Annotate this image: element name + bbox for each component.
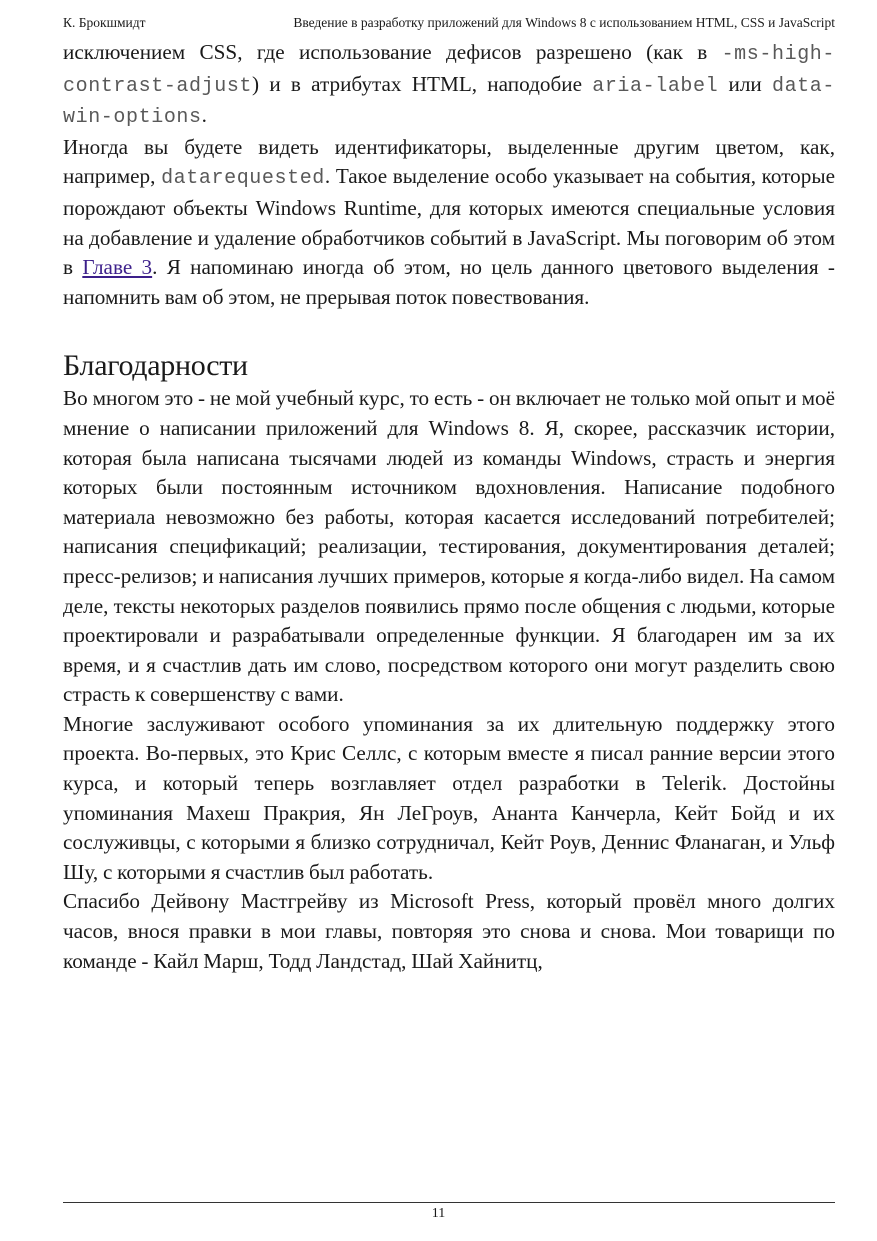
section-heading-acknowledgements: Благодарности [63, 349, 248, 383]
page-number: 11 [431, 1206, 446, 1221]
paragraph-naming-conventions [63, 38, 835, 133]
paragraph-editor-thanks: Спасибо Дейвону Мастгрейву из Microsoft Press, который провёл много долгих часов, внося правки в мои главы, повторяя это снова и снова. Мои товарищи по команде - Кайл Марш, Тодд Ландстад, Шай Хайнитц, [63, 889, 835, 973]
code-identifier: datarequested [161, 167, 325, 191]
text-run: . Такое выделение особо указывает на события, которые порождают объекты Windows Runtime, для которых имеются специальные условия на добавление и удаление обработчиков событий в JavaScript. Мы поговорим об этом в [63, 164, 836, 280]
paragraph-special-mentions: Многие заслуживают особого упоминания за их длительную поддержку этого проекта. Во-первых, это Крис Селлс, с которым вместе я писал ранние версии этого курса, и который теперь возглавляет отдел разработки в Telerik. Достойны упоминания Махеш Пракрия, Ян ЛеГроув, Ананта Канчерла, Кейт Бойд и их сослуживцы, с которыми я близко сотрудничал, Кейт Роув, Деннис Фланаган, и Ульф Шу, с которыми я счастлив был работать. [63, 711, 835, 884]
code-identifier: -ms-high-contrast-adjust [63, 43, 835, 98]
header-author: К. Брокшмидт [63, 15, 146, 30]
text-run: или [718, 71, 772, 96]
footer-divider [63, 1202, 835, 1203]
paragraph-acknowledgements-intro: Во многом это - не мой учебный курс, то есть - он включает не только мой опыт и моё мнение о написании приложений для Windows 8. Я, скорее, рассказчик истории, которая была написана тысячами людей из команды Windows, страсть и энергия которых были постоянным источником вдохновления. Написание подобного материала невозможно без работы, которая касается исследований потребителей; написания спецификаций; реализации, тестирования, документирования деталей; пресс-релизов; и написания лучших примеров, которые я когда-либо видел. На самом деле, тексты некоторых разделов появились прямо после общения с людьми, которые проектировали и разрабатывали определенные функции. Я благодарен им за их время, и я счастлив дать им слово, посредством которого они могут разделить свою страсть к совершенству с вами. [63, 386, 835, 707]
text-run: . [201, 103, 207, 128]
text-run: Иногда вы будете видеть идентификаторы, выделенные другим цветом, как, например, [63, 134, 835, 189]
text-run: . Я напоминаю иногда об этом, но цель данного цветового выделения - напомнить вам об этом, не прерывая поток повествования. [63, 255, 835, 309]
chapter-3-link[interactable]: Главе 3 [82, 255, 153, 280]
header-book-title: Введение в разработку приложений для Windows 8 с использованием HTML, CSS и JavaScript [293, 15, 835, 30]
code-identifier: data-win-options [63, 74, 835, 130]
page-body [63, 38, 835, 976]
paragraph-event-highlighting [63, 133, 835, 313]
text-run: ) и в атрибутах HTML, наподобие [252, 71, 593, 96]
text-run: исключением CSS, где использование дефисов разрешено (как в [63, 40, 722, 64]
code-identifier: aria-label [592, 74, 719, 98]
